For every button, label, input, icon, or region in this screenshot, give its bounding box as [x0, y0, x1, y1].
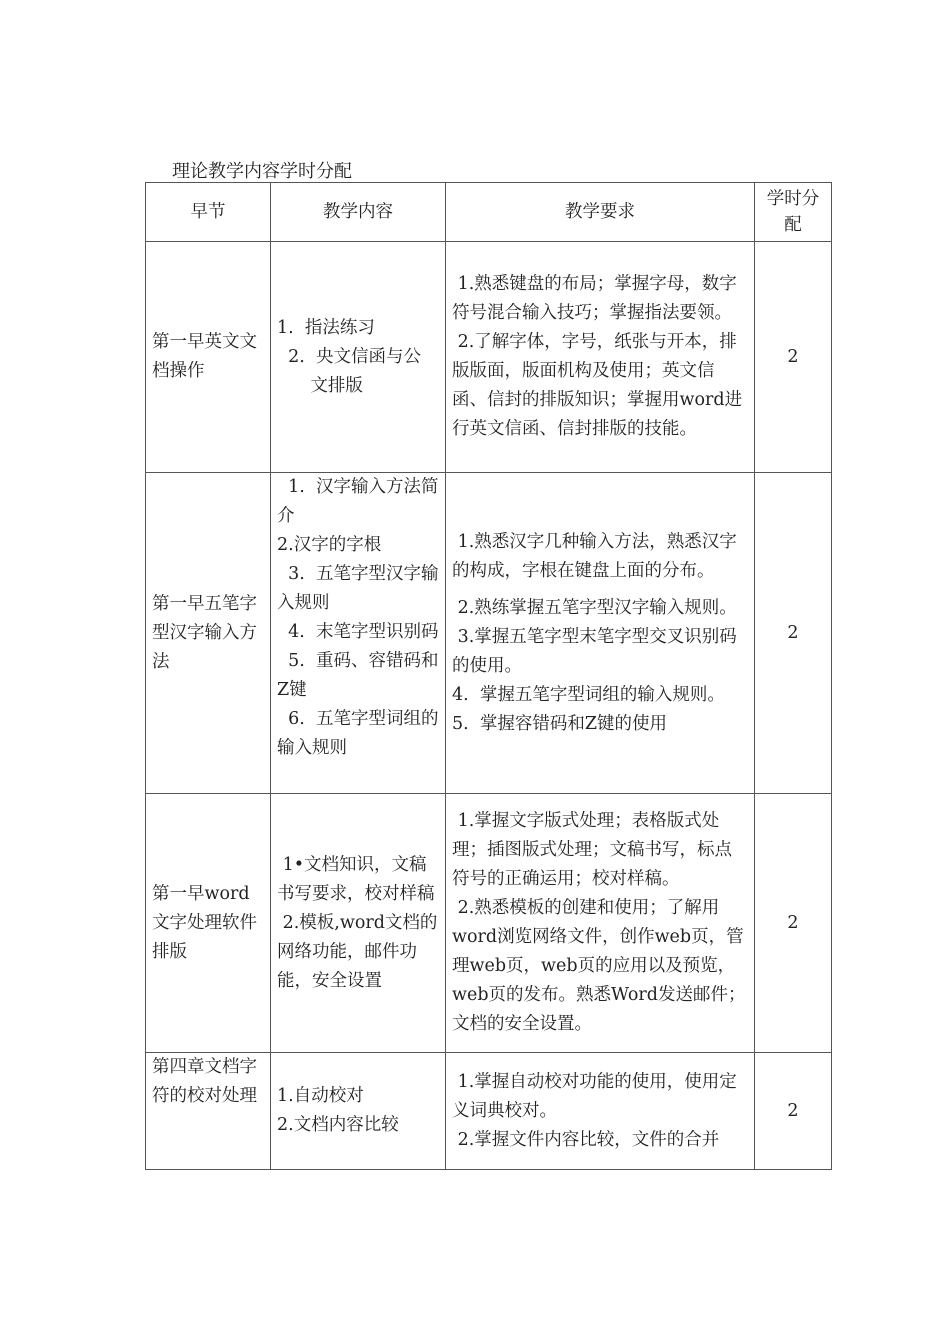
hours-cell: 2 [755, 242, 832, 473]
header-content: 教学内容 [271, 183, 446, 242]
content-item: 2.模板,word文档的网络功能，邮件功能，安全设置 [277, 912, 438, 991]
table-row [146, 242, 832, 473]
content-item: 2.汉字的字根 [277, 535, 382, 555]
teaching-hours-table [145, 182, 832, 1170]
requirement-item: 1.熟悉键盘的布局；掌握字母，数字符号混合输入技巧；掌握指法要领。 [452, 274, 737, 323]
chapter-cell: 第一早word文字处理软件排版 [146, 794, 271, 1053]
content-cell [271, 794, 446, 1053]
requirement-item: 1.掌握文字版式处理；表格版式处理；插图版式处理；文稿书写，标点符号的正确运用；校对样稿。 [452, 811, 732, 889]
chapter-cell: 第一早五笔字型汉字输入方法 [146, 473, 271, 794]
content-cell [271, 1053, 446, 1170]
table-header-row [146, 183, 832, 242]
requirements-cell [446, 794, 755, 1053]
requirements-cell [446, 242, 755, 473]
content-cell [271, 473, 446, 794]
chapter-cell: 第一早英文文档操作 [146, 242, 271, 473]
content-item: 1•文档知识，文稿书写要求，校对样稿 [277, 854, 435, 904]
requirement-item: 3.掌握五笔字型末笔字型交叉识别码的使用。 [452, 626, 737, 676]
requirement-item: 2.了解字体，字号，纸张与开本，排版版面，版面机构及使用；英文信函、信封的排版知识；掌握用word进行英文信函、信封排版的技能。 [452, 332, 743, 439]
hours-cell: 2 [755, 473, 832, 794]
content-item: 2. 央文信函与公 [277, 346, 421, 367]
requirement-item: 2.掌握文件内容比较，文件的合并 [452, 1129, 720, 1150]
content-item: 5. 重码、容错码和Z键 [277, 651, 439, 700]
requirements-cell [446, 473, 755, 794]
chapter-cell: 第四章文档字符的校对处理 [146, 1053, 271, 1170]
hours-cell: 2 [755, 794, 832, 1053]
requirement-item: 5. 掌握容错码和Z键的使用 [452, 713, 667, 734]
content-item: 文排版 [277, 375, 363, 396]
page-title: 理论教学内容学时分配 [172, 161, 352, 182]
content-item: 3. 五笔字型汉字输入规则 [277, 564, 439, 613]
requirement-item: 1.掌握自动校对功能的使用，使用定义词典校对。 [452, 1071, 737, 1121]
content-item: 4. 末笔字型识别码 [277, 622, 439, 642]
requirements-cell [446, 1053, 755, 1170]
requirement-item: 2.熟练掌握五笔字型汉字输入规则。 [452, 597, 737, 618]
content-item: 2.文档内容比较 [277, 1115, 399, 1135]
content-item: 1. 指法练习 [277, 317, 375, 338]
table-row [146, 1053, 832, 1170]
table-row [146, 794, 832, 1053]
requirement-item: 1.熟悉汉字几种输入方法，熟悉汉字的构成，字根在键盘上面的分布。 [452, 531, 737, 581]
header-chapter: 早节 [146, 183, 271, 242]
content-item: 1. 汉字输入方法简介 [277, 477, 439, 526]
hours-cell: 2 [755, 1053, 832, 1170]
content-item: 6. 五笔字型词组的输入规则 [277, 709, 439, 758]
requirement-item: 2.熟悉模板的创建和使用；了解用word浏览网络文件，创作web页，管理web页，web页的应用以及预览，web页的发布。熟悉Word发送邮件；文档的安全设置。 [452, 898, 746, 1034]
content-cell [271, 242, 446, 473]
table-row [146, 473, 832, 794]
header-hours: 学时分配 [755, 183, 832, 242]
header-requirements: 教学要求 [446, 183, 755, 242]
requirement-item: 4. 掌握五笔字型词组的输入规则。 [452, 684, 725, 705]
content-item: 1.自动校对 [277, 1086, 364, 1106]
